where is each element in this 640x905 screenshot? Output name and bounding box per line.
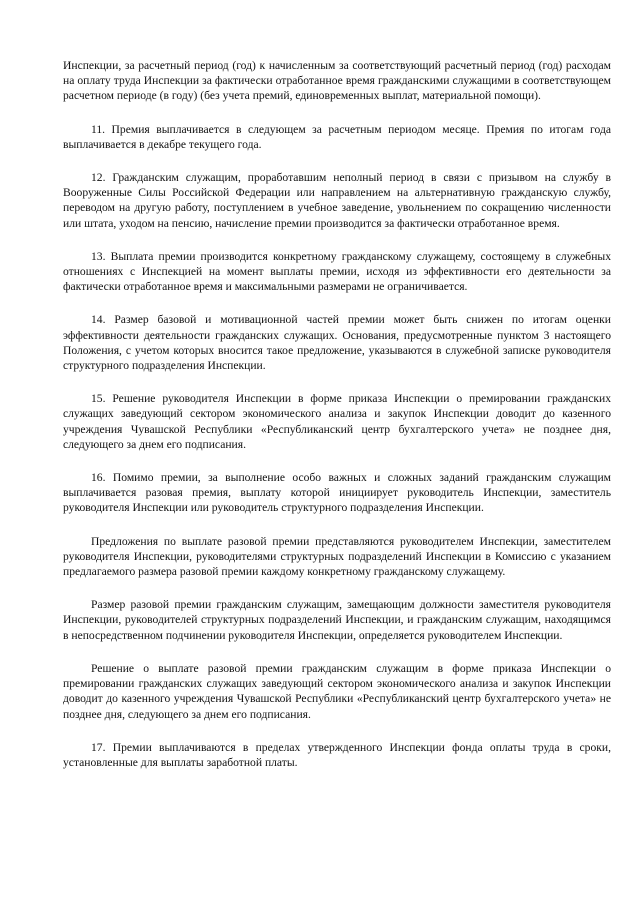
paragraph-13: 13. Выплата премии производится конкретному гражданскому служащему, состоящему в служебных отношениях с Инспекцией на момент выплаты премии, исходя из эффективности его деятельности за фактически отработанное время и максимальными размерами не ограничивается. [63,249,611,294]
paragraph-16-decision: Решение о выплате разовой премии гражданским служащим в форме приказа Инспекции о премировании гражданских служащих заведующий сектором экономического анализа и закупок Инспекции доводит до казенного учреждения Чувашской Республики «Республиканский центр бухгалтерского учета» не позднее дня, следующего за днем его подписания. [63,661,611,721]
paragraph-15: 15. Решение руководителя Инспекции в форме приказа Инспекции о премировании гражданских служащих заведующий сектором экономического анализа и закупок Инспекции доводит до казенного учреждения Чувашской Республики «Республиканский центр бухгалтерского учета» не позднее дня, следующего за днем его подписания. [63,392,611,451]
document-page [63,58,611,770]
paragraph-16-amount: Размер разовой премии гражданским служащим, замещающим должности заместителя руководителя Инспекции, руководителей структурных подразделений Инспекции, и гражданским служащим, находящимся в непосредственном подчинении руководителя Инспекции, определяется руководителем Инспекции. [63,598,611,642]
paragraph-17: 17. Премии выплачиваются в пределах утвержденного Инспекции фонда оплаты труда в сроки, установленные для выплаты заработной платы. [63,740,611,769]
paragraph-14: 14. Размер базовой и мотивационной частей премии может быть снижен по итогам оценки эффективности деятельности гражданских служащих. Основания, предусмотренные пунктом 3 настоящего Положения, с учетом которых вносится такое предложение, указываются в служебной записке руководителя структурного подразделения Инспекции. [63,313,611,373]
paragraph-16: 16. Помимо премии, за выполнение особо важных и сложных заданий гражданским служащим выплачивается разовая премия, выплату которой инициирует руководитель Инспекции, заместитель руководителя Инспекции или руководитель структурного подразделения Инспекции. [63,471,611,515]
paragraph-continuation: Инспекции, за расчетный период (год) к начисленным за соответствующий расчетный период (год) расходам на оплату труда Инспекции за фактически отработанное время гражданскими служащими в соответствующем расчетном периоде (в году) (без учета премий, единовременных выплат, материальной помощи). [63,59,611,103]
paragraph-16-proposals: Предложения по выплате разовой премии представляются руководителем Инспекции, заместителем руководителя Инспекции, руководителями структурных подразделений Инспекции в Комиссию с указанием предлагаемого размера разовой премии каждому конкретному гражданскому служащему. [63,534,611,579]
paragraph-11: 11. Премия выплачивается в следующем за расчетным периодом месяце. Премия по итогам года выплачивается в декабре текущего года. [63,122,611,151]
paragraph-12: 12. Гражданским служащим, проработавшим неполный период в связи с призывом на службу в Вооруженные Силы Российской Федерации или направлением на альтернативную гражданскую службу, переводом на другую работу, поступлением в учебное заведение, увольнением по сокращению численности или штата, уходом на пенсию, начисление премии производится за фактически отработанное время. [63,171,611,230]
